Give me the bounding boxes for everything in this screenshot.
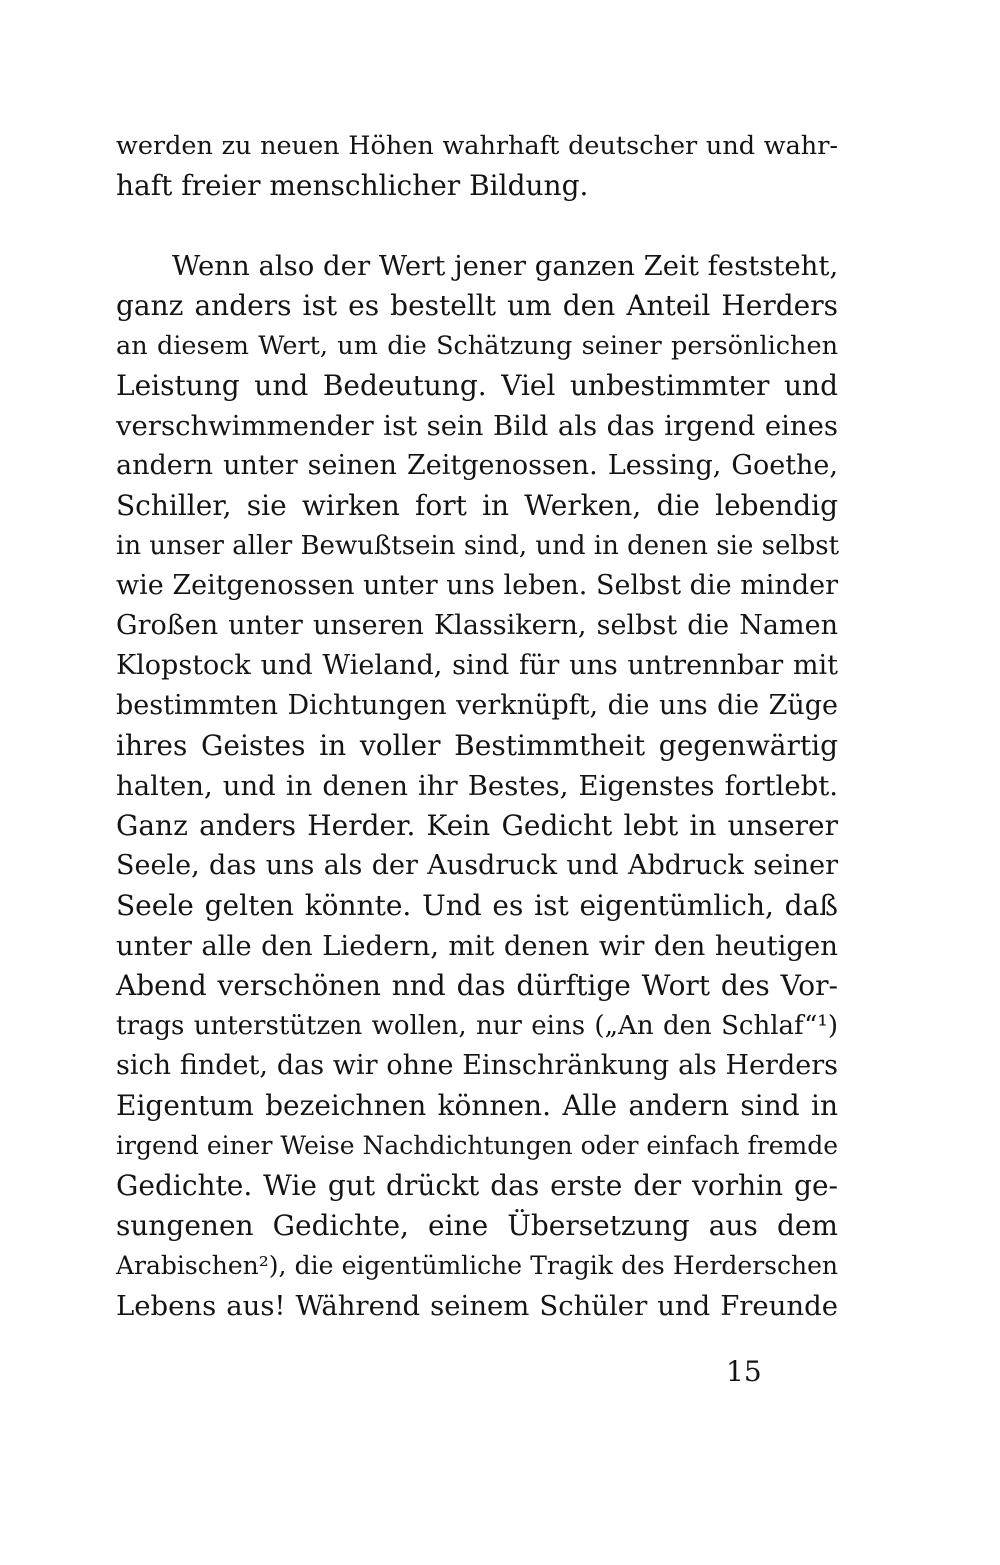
page-number: 15 [726,1355,762,1388]
text-line: Ganz anders Herder. Kein Gedicht lebt in unserer [116,809,838,842]
text-line: Lebens aus! Während seinem Schüler und Freunde [116,1290,838,1322]
text-line: irgend einer Weise Nachdichtungen oder einfach fremde [116,1131,838,1160]
text-line: unter alle den Liedern, mit denen wir den heutigen [116,930,838,962]
text-line: andern unter seinen Zeitgenossen. Lessing, Goethe, [116,450,838,481]
text-line: Eigentum bezeichnen können. Alle andern sind in [116,1089,838,1122]
text-line: halten, und in denen ihr Bestes, Eigenstes fortlebt. [116,770,838,802]
text-line: sungenen Gedichte, eine Übersetzung aus dem [116,1209,838,1242]
text-line: werden zu neuen Höhen wahrhaft deutscher und wahr- [116,131,838,161]
text-line-indented: Wenn also der Wert jener ganzen Zeit feststeht, [172,250,839,282]
text-line: in unser aller Bewußtsein sind, und in denen sie selbst [116,531,840,561]
text-line: Seele, das uns als der Ausdruck und Abdruck seiner [116,850,838,881]
text-line: wie Zeitgenossen unter uns leben. Selbst die minder [116,570,838,601]
text-line: an diesem Wert, um die Schätzung seiner persönlichen [116,331,838,361]
text-line: trags unterstützen wollen, nur eins („An den Schlaf“¹) [116,1011,838,1041]
text-line: haft freier menschlicher Bildung. [116,169,589,202]
text-line: Seele gelten könnte. Und es ist eigentümlich, daß [116,889,838,922]
text-line: verschwimmender ist sein Bild als das irgend eines [116,410,838,442]
text-line: Leistung und Bedeutung. Viel unbestimmter und [116,369,838,402]
text-line: Klopstock und Wieland, sind für uns untrennbar mit [116,650,838,681]
text-line: Arabischen²), die eigentümliche Tragik des Herderschen [116,1251,838,1280]
text-line: Großen unter unseren Klassikern, selbst die Namen [116,610,838,641]
text-line: Schiller, sie wirken fort in Werken, die lebendig [116,489,838,522]
text-line: ihres Geistes in voller Bestimmtheit gegenwärtig [116,729,838,762]
text-line: ganz anders ist es bestellt um den Anteil Herders [116,289,838,322]
text-line: Abend verschönen nnd das dürftige Wort des Vor- [116,969,838,1002]
text-line: sich findet, das wir ohne Einschränkung als Herders [116,1050,838,1081]
text-line: bestimmten Dichtungen verknüpft, die uns die Züge [116,690,838,721]
text-line: Gedichte. Wie gut drückt das erste der vorhin ge- [116,1169,838,1202]
